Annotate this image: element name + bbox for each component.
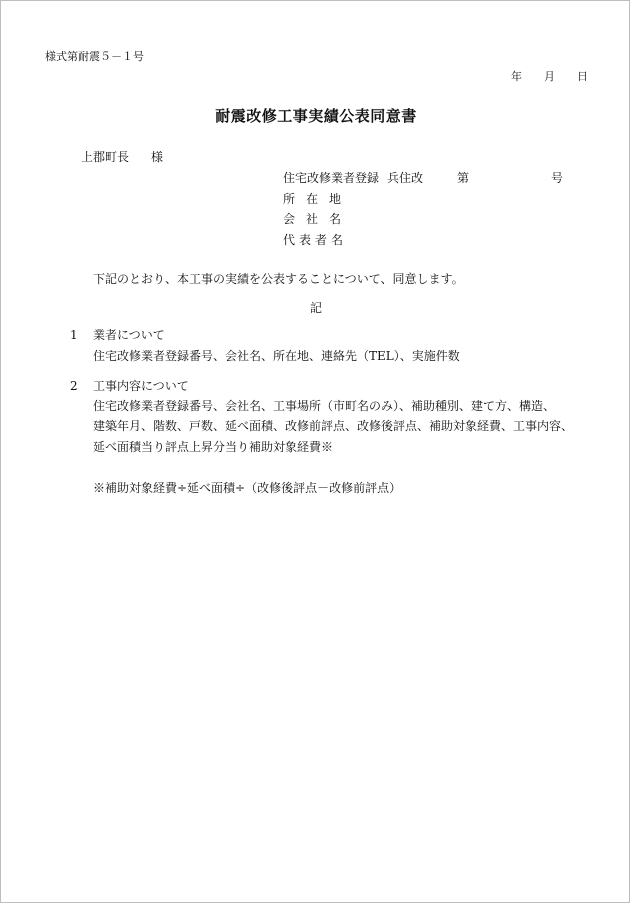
- section-2-line-2: 建築年月、階数、戸数、延べ面積、改修前評点、改修後評点、補助対象経費、工事内容、: [93, 419, 574, 433]
- date-month-label: 月: [544, 70, 555, 83]
- registration-dai: 第: [457, 171, 470, 185]
- section-1-number: 1: [70, 328, 78, 342]
- section-2-number: 2: [70, 379, 78, 393]
- char: 地: [329, 192, 342, 206]
- char: 在: [306, 192, 319, 206]
- char: 社: [306, 212, 319, 226]
- field-label-address: [283, 193, 352, 205]
- registration-go: 号: [551, 171, 564, 185]
- char: 会: [283, 212, 296, 226]
- addressee: [81, 151, 163, 163]
- consent-statement: 下記のとおり、本工事の実績を公表することについて、同意します。: [93, 272, 464, 286]
- section-1-title: 業者について: [93, 328, 165, 342]
- ki-heading: 記: [309, 301, 322, 315]
- field-label-company: [283, 213, 352, 225]
- char: 代: [283, 233, 296, 247]
- char: 名: [329, 212, 342, 226]
- char: 名: [331, 233, 344, 247]
- date-day-label: 日: [577, 70, 588, 83]
- section-2-line-1: 住宅改修業者登録番号、会社名、工事場所（市町名のみ）、補助種別、建て方、構造、: [93, 399, 556, 413]
- field-label-representative: [283, 234, 347, 246]
- registration-prefix: 兵住改: [387, 171, 424, 185]
- document-title: 耐震改修工事実績公表同意書: [215, 107, 417, 125]
- section-2-line-3: 延べ面積当り評点上昇分当り補助対象経費※: [93, 440, 334, 454]
- section-1-line-1: 住宅改修業者登録番号、会社名、所在地、連絡先（TEL）、実施件数: [93, 349, 460, 363]
- form-number: 様式第耐震５－１号: [45, 50, 144, 63]
- char: 表: [299, 233, 312, 247]
- addressee-honorific: 様: [151, 150, 164, 164]
- char: 所: [283, 192, 296, 206]
- date-year-label: 年: [511, 70, 522, 83]
- footnote: ※補助対象経費÷延べ面積÷（改修後評点－改修前評点）: [93, 481, 402, 495]
- char: 者: [315, 233, 328, 247]
- section-2-title: 工事内容について: [93, 379, 189, 393]
- addressee-name: 上郡町長: [81, 150, 130, 164]
- registration-label: 住宅改修業者登録: [283, 171, 380, 185]
